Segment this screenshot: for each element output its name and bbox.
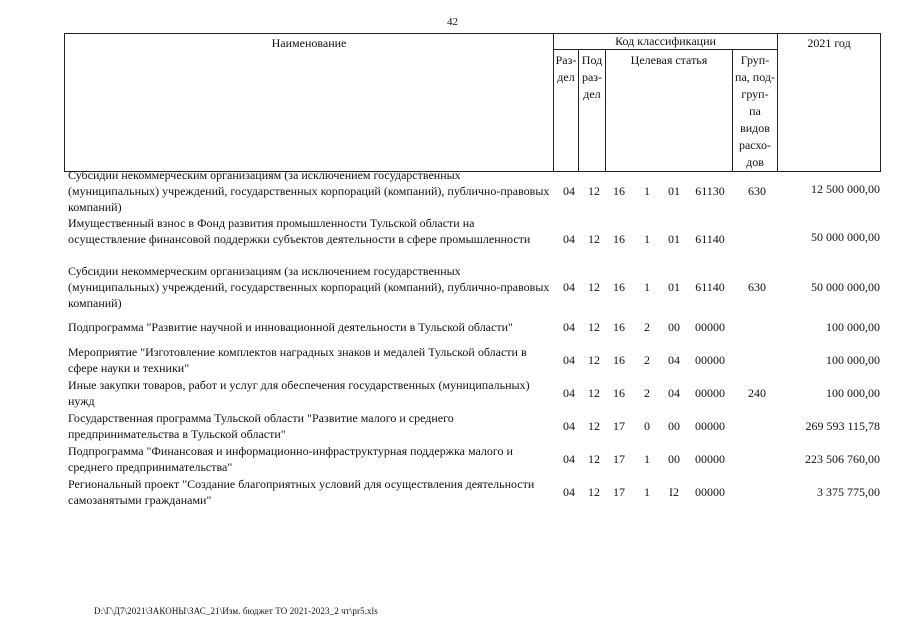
row-podrazdel: 12 <box>588 485 600 499</box>
row-name: Подпрограмма "Развитие научной и инновационной деятельности в Тульской области" <box>68 320 513 334</box>
row-direction: 01 <box>668 184 680 198</box>
row-program: 16 <box>613 184 625 198</box>
column-header-razdel: Раз- дел <box>554 50 579 172</box>
row-program: 17 <box>613 419 625 433</box>
column-header-code-classification: Код классификации <box>554 34 778 50</box>
row-sum: 100 000,00 <box>826 353 880 367</box>
row-program: 16 <box>613 232 625 246</box>
row-podrazdel: 12 <box>588 320 600 334</box>
row-direction: I2 <box>669 485 679 499</box>
row-podrazdel: 12 <box>588 353 600 367</box>
row-sum: 100 000,00 <box>826 320 880 334</box>
row-direction: 04 <box>668 386 680 400</box>
row-sum: 223 506 760,00 <box>805 452 880 466</box>
column-header-target-article: Целевая статья <box>606 50 733 172</box>
table-header <box>64 33 881 172</box>
row-vid: 630 <box>748 280 766 294</box>
row-vid: 240 <box>748 386 766 400</box>
row-program: 16 <box>613 320 625 334</box>
row-razdel: 04 <box>563 485 575 499</box>
row-razdel: 04 <box>563 320 575 334</box>
row-podrazdel: 12 <box>588 452 600 466</box>
row-subprogram: 2 <box>644 386 650 400</box>
row-article: 61130 <box>695 184 725 198</box>
column-header-group: Груп- па, под- груп- па видов расхо- дов <box>733 50 778 172</box>
row-sum: 100 000,00 <box>826 386 880 400</box>
row-article: 00000 <box>695 452 725 466</box>
row-podrazdel: 12 <box>588 232 600 246</box>
row-razdel: 04 <box>563 386 575 400</box>
row-program: 16 <box>613 386 625 400</box>
column-header-name: Наименование <box>65 34 554 172</box>
row-razdel: 04 <box>563 353 575 367</box>
row-razdel: 04 <box>563 419 575 433</box>
row-razdel: 04 <box>563 280 575 294</box>
row-article: 00000 <box>695 485 725 499</box>
row-direction: 04 <box>668 353 680 367</box>
row-subprogram: 1 <box>644 485 650 499</box>
row-name: Имущественный взнос в Фонд развития промышленности Тульской области на осуществление финансовой поддержки субъектов деятельности в сфере промышленности <box>68 216 531 246</box>
row-podrazdel: 12 <box>588 184 600 198</box>
row-subprogram: 1 <box>644 280 650 294</box>
footer-file-path: D:\Г\Д7\2021\ЗАКОНЫ\ЗАС_21\Изм. бюджет ТО 2021-2023_2 чт\pr5.xls <box>94 606 378 616</box>
row-subprogram: 2 <box>644 353 650 367</box>
row-name: Субсидии некоммерческим организациям (за исключением государственных (муниципальных) учреждений, государственных корпораций (компаний), публично-правовых компаний) <box>68 168 550 214</box>
row-podrazdel: 12 <box>588 280 600 294</box>
row-name: Региональный проект "Создание благоприятных условий для осуществления деятельности самозанятыми гражданами" <box>68 477 535 507</box>
page-number: 42 <box>447 16 458 28</box>
column-header-podrazdel: Под раз- дел <box>579 50 606 172</box>
row-sum: 12 500 000,00 <box>811 182 880 196</box>
row-sum: 50 000 000,00 <box>811 280 880 294</box>
row-sum: 269 593 115,78 <box>805 419 880 433</box>
row-article: 61140 <box>695 232 725 246</box>
row-program: 17 <box>613 452 625 466</box>
column-header-year: 2021 год <box>778 34 881 172</box>
row-name: Иные закупки товаров, работ и услуг для обеспечения государственных (муниципальных) нужд <box>68 378 530 408</box>
row-name: Подпрограмма "Финансовая и информационно-инфраструктурная поддержка малого и среднего предпринимательства" <box>68 444 513 474</box>
row-subprogram: 1 <box>644 452 650 466</box>
row-program: 16 <box>613 353 625 367</box>
row-podrazdel: 12 <box>588 419 600 433</box>
row-direction: 00 <box>668 419 680 433</box>
row-razdel: 04 <box>563 452 575 466</box>
row-vid: 630 <box>748 184 766 198</box>
row-subprogram: 0 <box>644 419 650 433</box>
row-article: 00000 <box>695 320 725 334</box>
row-name: Государственная программа Тульской области "Развитие малого и среднего предпринимательства в Тульской области" <box>68 411 454 441</box>
row-article: 00000 <box>695 353 725 367</box>
row-direction: 00 <box>668 452 680 466</box>
row-article: 61140 <box>695 280 725 294</box>
row-program: 17 <box>613 485 625 499</box>
row-subprogram: 1 <box>644 184 650 198</box>
row-razdel: 04 <box>563 184 575 198</box>
row-podrazdel: 12 <box>588 386 600 400</box>
row-sum: 3 375 775,00 <box>817 485 880 499</box>
row-subprogram: 1 <box>644 232 650 246</box>
row-direction: 01 <box>668 280 680 294</box>
row-article: 00000 <box>695 386 725 400</box>
row-sum: 50 000 000,00 <box>811 230 880 244</box>
row-program: 16 <box>613 280 625 294</box>
row-article: 00000 <box>695 419 725 433</box>
row-direction: 01 <box>668 232 680 246</box>
row-direction: 00 <box>668 320 680 334</box>
row-razdel: 04 <box>563 232 575 246</box>
row-subprogram: 2 <box>644 320 650 334</box>
row-name: Субсидии некоммерческим организациям (за исключением государственных (муниципальных) учреждений, государственных корпораций (компаний), публично-правовых компаний) <box>68 264 550 310</box>
row-name: Мероприятие "Изготовление комплектов наградных знаков и медалей Тульской области в сфере науки и техники" <box>68 345 527 375</box>
